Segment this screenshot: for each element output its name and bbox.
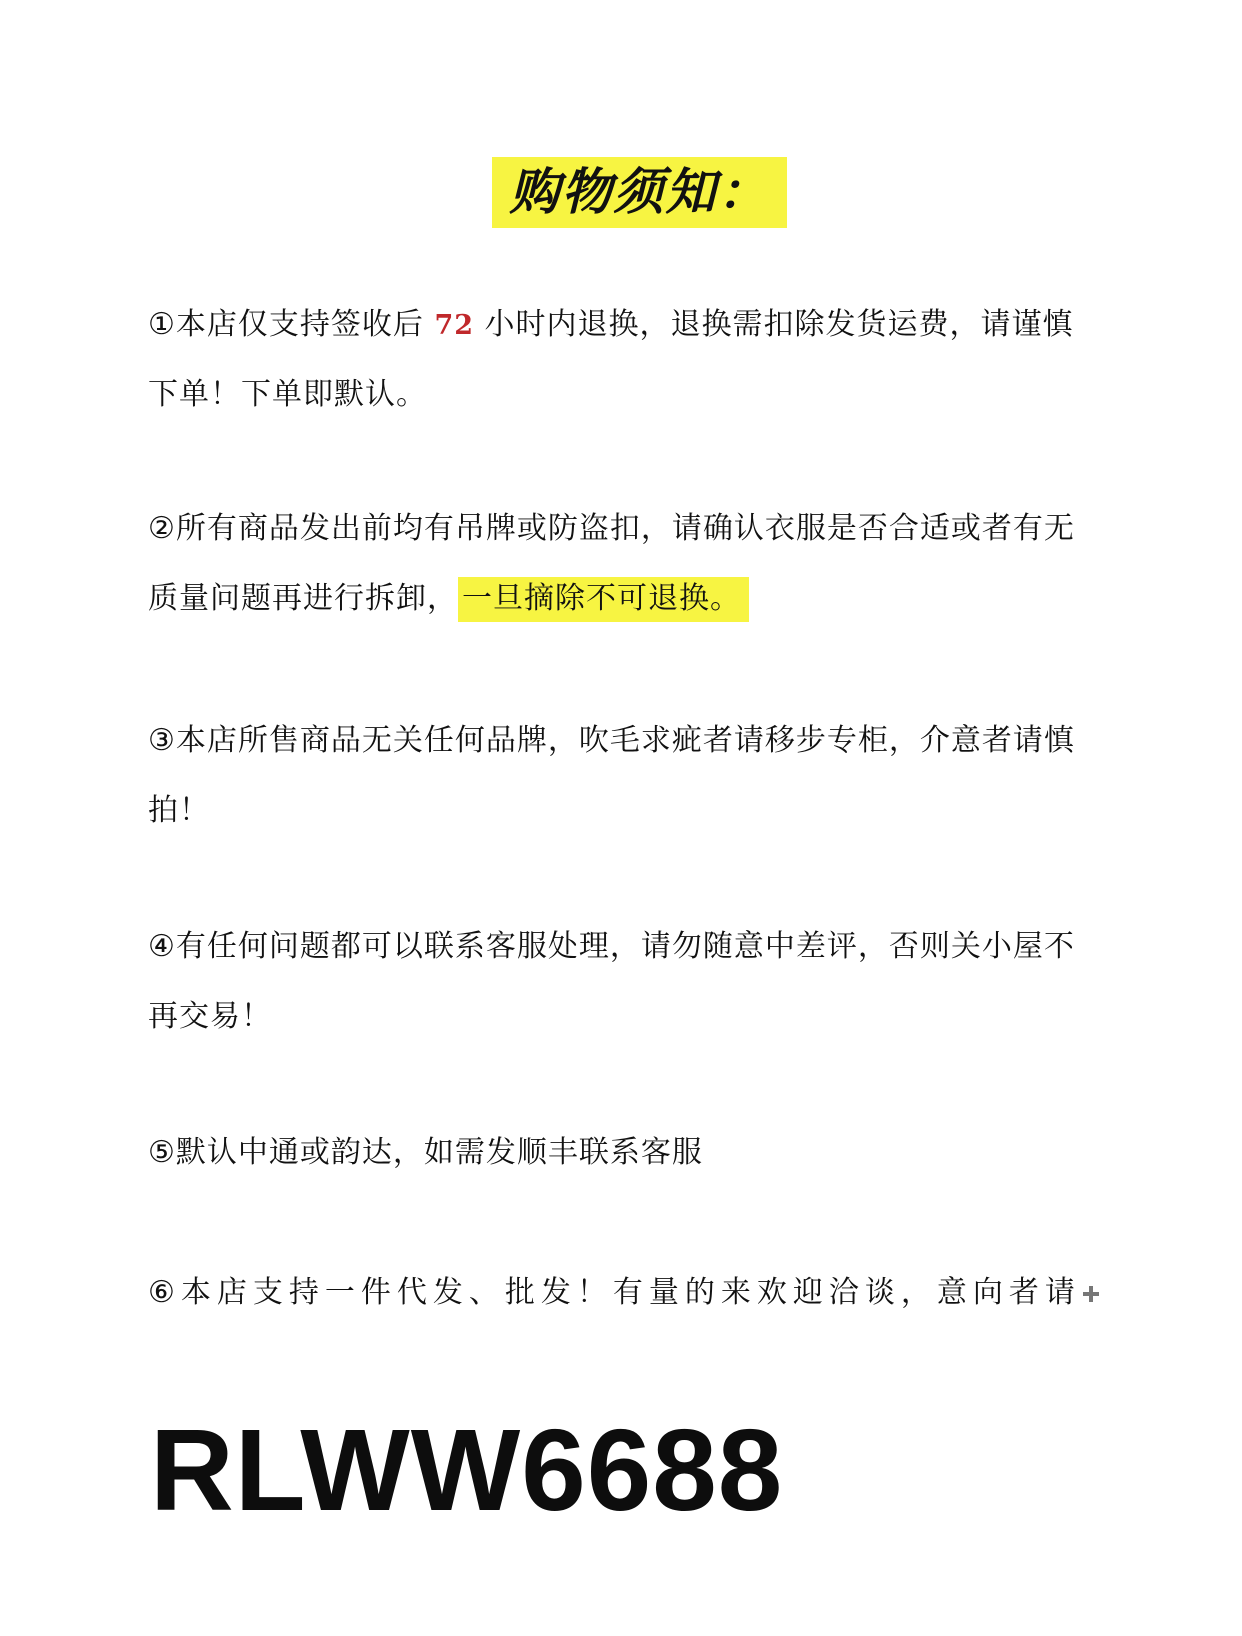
page-title: 购物须知： [509, 163, 770, 221]
rule-4-line-2: 再交易！ [148, 999, 272, 1034]
rule-6-line-1 [148, 1258, 1099, 1328]
rule-1-text-a: ①本店仅支持签收后 [148, 307, 435, 342]
rule-2 [148, 494, 1075, 634]
rule-5 [148, 1118, 703, 1188]
rule-4 [148, 912, 1075, 1052]
rule-3 [148, 706, 1075, 846]
rule-2-text-a: 质量问题再进行拆卸， [148, 581, 458, 616]
plus-icon [1083, 1286, 1099, 1302]
return-hours-number: 72 [434, 310, 475, 341]
rule-3-line-2: 拍！ [148, 793, 210, 828]
rule-2-line-1: ②所有商品发出前均有吊牌或防盗扣，请确认衣服是否合适或者有无 [148, 511, 1075, 546]
rule-1-line-2: 下单！下单即默认。 [148, 377, 427, 412]
rule-3-line-1: ③本店所售商品无关任何品牌，吹毛求疵者请移步专柜，介意者请慎 [148, 723, 1075, 758]
rule-1-line-1 [148, 290, 1074, 360]
rule-2-line-2 [148, 564, 1075, 634]
no-return-highlight: 一旦摘除不可退换。 [458, 577, 749, 622]
rule-1 [148, 290, 1074, 430]
title-highlight-box [492, 157, 787, 228]
contact-id: RLWW6688 [150, 1405, 784, 1535]
rule-5-line-1: ⑤默认中通或韵达，如需发顺丰联系客服 [148, 1135, 703, 1170]
rule-6 [148, 1258, 1099, 1328]
rule-6-text: ⑥本店支持一件代发、批发！有量的来欢迎洽谈，意向者请 [148, 1275, 1081, 1310]
rule-1-text-b: 小时内退换，退换需扣除发货运费，请谨慎 [474, 307, 1074, 342]
rule-4-line-1: ④有任何问题都可以联系客服处理，请勿随意中差评，否则关小屋不 [148, 929, 1075, 964]
